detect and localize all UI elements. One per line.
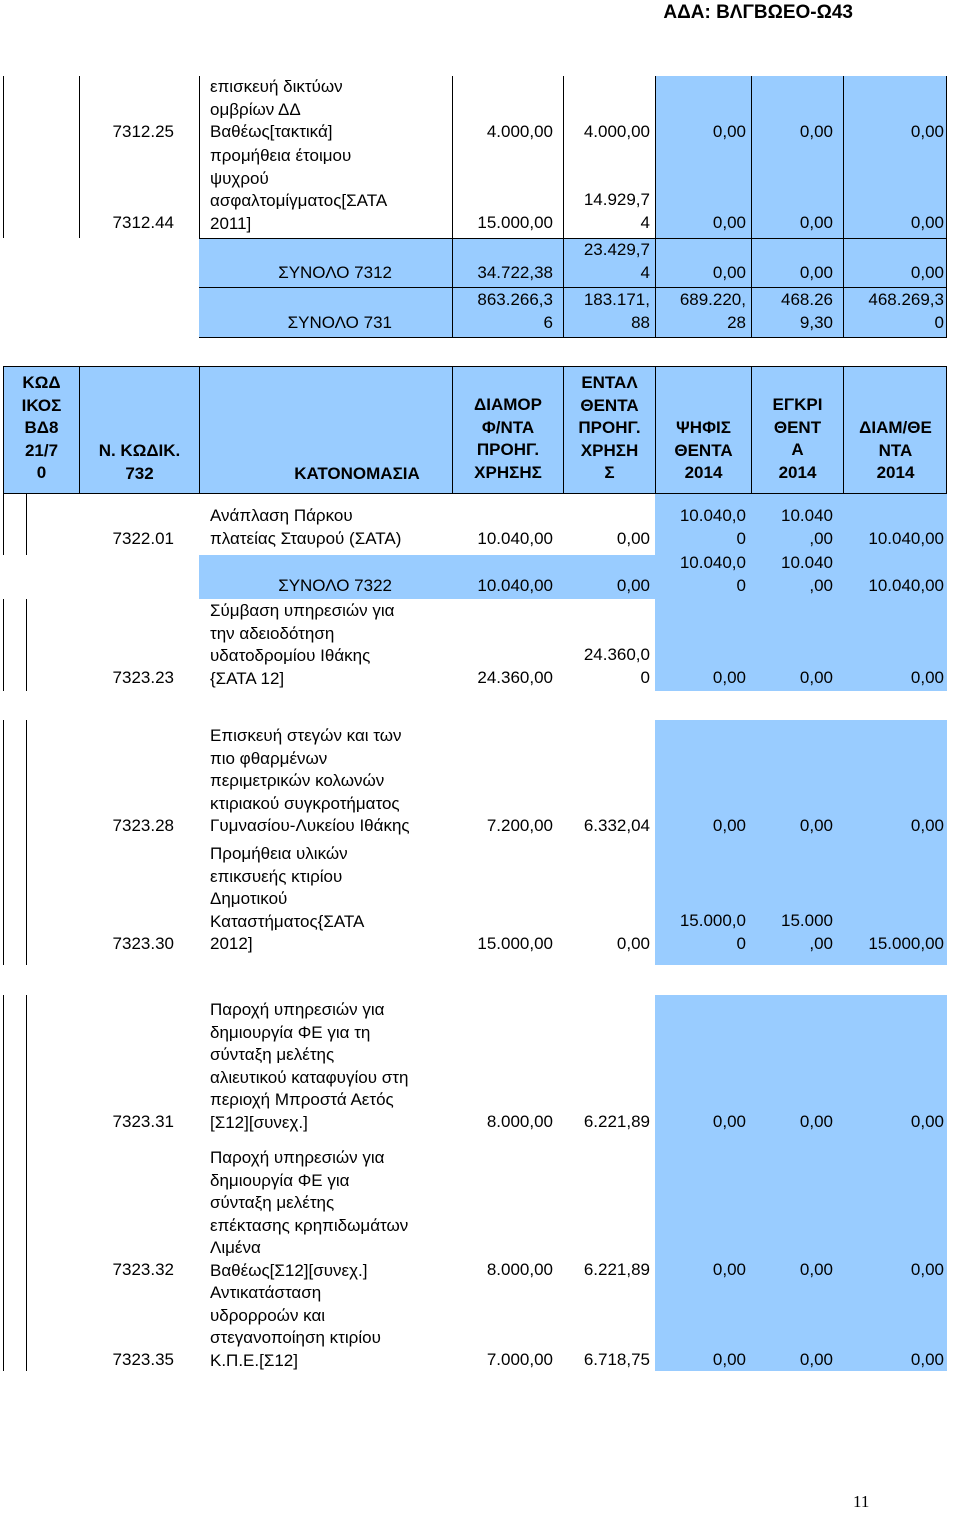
t2-lower4-v1: 7.000,00: [486, 1350, 553, 1369]
t1-row2-v2: 14.929,7 4: [583, 190, 650, 232]
t2-732323-v5: 0,00: [910, 668, 944, 687]
t2-header-diamorf: ΔΙΑΜΟΡ Φ/ΝΤΑ ΠΡΟΗΓ. ΧΡΗΣΗΣ: [474, 395, 542, 482]
t1-total7312-v4: 0,00: [799, 263, 833, 282]
t2-lower3-name: Παροχή υπηρεσιών για δημιουργία ΦΕ για σύνταξη μελέτης επέκτασης κρηπιδωμάτων Λιμένα Βαθέως[Σ12][συνεχ.]: [210, 1148, 409, 1280]
t2-732323-name: Σύμβαση υπηρεσιών για την αδειοδότηση υδατοδρομίου Ιθάκης {ΣΑΤΑ 12]: [210, 601, 395, 688]
t1-total7312-label: ΣΥΝΟΛΟ 7312: [278, 263, 392, 282]
t1-row2-v1: 15.000,00: [477, 213, 553, 232]
ada-header: ΑΔΑ: ΒΛΓΒΩΕΟ-Ω43: [663, 2, 853, 23]
t2-lower4-v4: 0,00: [799, 1350, 833, 1369]
t2-lower4-v5: 0,00: [910, 1350, 944, 1369]
t2-732323-code: 7323.23: [112, 668, 174, 687]
t2-total7322-v3: 10.040,0 0: [679, 553, 746, 595]
t2-header-egkrith: ΕΓΚΡΙ ΘΕΝΤ Α 2014: [772, 395, 823, 482]
t2-lower1-name: Προμήθεια υλικών επικσυεής κτιρίου Δημοτικού Καταστήματος{ΣΑΤΑ 2012]: [210, 844, 365, 953]
t2-header-diamth: ΔΙΑΜ/ΘΕ ΝΤΑ 2014: [859, 418, 932, 482]
t2-total7322-v2: 0,00: [616, 576, 650, 595]
t1-total731-v4: 468.26 9,30: [781, 290, 833, 332]
t2-lower2-v3: 0,00: [712, 1112, 746, 1131]
t2-total7322-v1: 10.040,00: [477, 576, 553, 595]
t2-lower2-v4: 0,00: [799, 1112, 833, 1131]
t1-total731-v5: 468.269,3 0: [868, 290, 944, 332]
t2-lower2-v1: 8.000,00: [486, 1112, 553, 1131]
t2-total7322-v5: 10.040,00: [868, 576, 944, 595]
page-number: 11: [853, 1492, 870, 1511]
t1-row2-v5: 0,00: [910, 213, 944, 232]
t1-row2-code: 7312.44: [112, 213, 174, 232]
t1-row1-name: επισκευή δικτύων ομβρίων ΔΔ Βαθέως[τακτικά]: [210, 77, 343, 141]
t2-lower0-v3: 0,00: [712, 816, 746, 835]
t2-lower2-name: Παροχή υπηρεσιών για δημιουργία ΦΕ για τη σύνταξη μελέτης αλιευτικού καταφυγίου στη περιοχή Μπροστά Αετός [Σ12][συνεχ.]: [210, 1000, 409, 1132]
t1-row2-v4: 0,00: [799, 213, 833, 232]
t2-732323-v1: 24.360,00: [477, 668, 553, 687]
t1-row1-v3: 0,00: [712, 122, 746, 141]
t2-lower3-v1: 8.000,00: [486, 1260, 553, 1279]
t2-7322-v3: 10.040,0 0: [679, 506, 746, 548]
t2-lower0-v5: 0,00: [910, 816, 944, 835]
t2-lower2-code: 7323.31: [112, 1112, 174, 1131]
t2-7322-name: Ανάπλαση Πάρκου πλατείας Σταυρού (ΣΑΤΑ): [210, 506, 402, 548]
t2-lower1-v5: 15.000,00: [868, 934, 944, 953]
t2-lower4-code: 7323.35: [112, 1350, 174, 1369]
t1-row1-v2: 4.000,00: [583, 122, 650, 141]
t2-lower1-v3: 15.000,0 0: [679, 911, 746, 953]
t1-row2-v3: 0,00: [712, 213, 746, 232]
t2-lower1-v2: 0,00: [616, 934, 650, 953]
t2-7322-v4: 10.040 ,00: [781, 506, 833, 548]
t1-total7312-v3: 0,00: [712, 263, 746, 282]
t2-7322-v2: 0,00: [616, 529, 650, 548]
t2-lower0-v1: 7.200,00: [486, 816, 553, 835]
t2-732323-v2: 24.360,0 0: [583, 645, 650, 687]
t1-row1-code: 7312.25: [112, 122, 174, 141]
t1-total731-v1: 863.266,3 6: [477, 290, 553, 332]
t2-lower3-v4: 0,00: [799, 1260, 833, 1279]
t2-blue-lower-cols-3: [655, 995, 947, 1371]
t2-header-psifisth: ΨΗΦΙΣ ΘΕΝΤΑ 2014: [674, 418, 733, 482]
t2-lower2-v2: 6.221,89: [583, 1112, 650, 1131]
t2-header-n-kodik: Ν. ΚΩΔΙΚ. 732: [98, 441, 181, 483]
t1-total7312-v2: 23.429,7 4: [583, 240, 650, 282]
t2-lower4-name: Αντικατάσταση υδρορροών και στεγανοποίηση κτιρίου Κ.Π.Ε.[Σ12]: [210, 1283, 381, 1370]
t2-lower3-v2: 6.221,89: [583, 1260, 650, 1279]
t2-lower1-v1: 15.000,00: [477, 934, 553, 953]
t2-lower4-v2: 6.718,75: [583, 1350, 650, 1369]
t2-total7322-v4: 10.040 ,00: [781, 553, 833, 595]
t2-7322-v1: 10.040,00: [477, 529, 553, 548]
t1-total731-label: ΣΥΝΟΛΟ 731: [287, 313, 392, 332]
t2-lower0-code: 7323.28: [112, 816, 174, 835]
t2-lower2-v5: 0,00: [910, 1112, 944, 1131]
t2-header-entalth: ΕΝΤΑΛ ΘΕΝΤΑ ΠΡΟΗΓ. ΧΡΗΣΗ Σ: [578, 373, 641, 482]
t2-7322-code: 7322.01: [112, 529, 174, 548]
t2-lower3-code: 7323.32: [112, 1260, 174, 1279]
t2-total7322-label: ΣΥΝΟΛΟ 7322: [278, 576, 392, 595]
t2-732323-v3: 0,00: [712, 668, 746, 687]
t2-lower0-name: Επισκευή στεγών και των πιο φθαρμένων περιμετρικών κολωνών κτιριακού συγκροτήματος Γυμνασίου-Λυκείου Ιθάκης: [210, 726, 410, 835]
t1-total7312-v5: 0,00: [910, 263, 944, 282]
t1-row1-v4: 0,00: [799, 122, 833, 141]
t2-lower1-code: 7323.30: [112, 934, 174, 953]
t1-row1-v5: 0,00: [910, 122, 944, 141]
t2-lower0-v2: 6.332,04: [583, 816, 650, 835]
t2-lower1-v4: 15.000 ,00: [781, 911, 833, 953]
t2-7322-v5: 10.040,00: [868, 529, 944, 548]
t2-lower3-v3: 0,00: [712, 1260, 746, 1279]
t1-row2-name: προμήθεια έτοιμου ψυχρού ασφαλτομίγματος[ΣΑΤΑ 2011]: [210, 146, 388, 233]
t1-total731-v3: 689.220, 28: [679, 290, 746, 332]
t2-lower3-v5: 0,00: [910, 1260, 944, 1279]
t2-header-kodikos: ΚΩΔ ΙΚΟΣ ΒΔ8 21/7 0: [21, 373, 62, 482]
t1-total7312-v1: 34.722,38: [477, 263, 553, 282]
t2-lower0-v4: 0,00: [799, 816, 833, 835]
t2-header-onomasia: ΚΑΤΟΝΟΜΑΣΙΑ: [294, 464, 420, 483]
t1-row1-v1: 4.000,00: [486, 122, 553, 141]
t2-732323-v4: 0,00: [799, 668, 833, 687]
t2-lower4-v3: 0,00: [712, 1350, 746, 1369]
t1-total731-v2: 183.171, 88: [583, 290, 650, 332]
